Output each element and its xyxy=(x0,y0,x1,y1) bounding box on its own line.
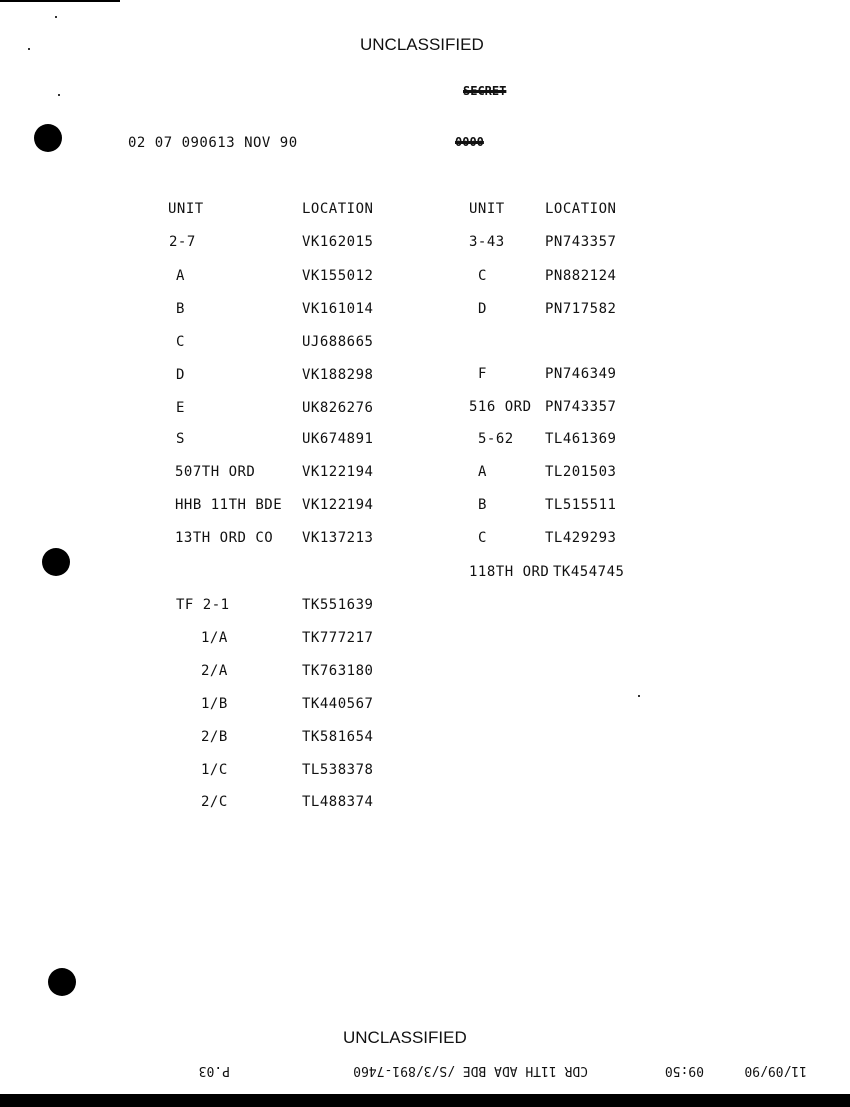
left-row-location: UJ688665 xyxy=(302,334,374,350)
left-row-location: VK155012 xyxy=(302,268,374,284)
secret-marking-struck: SECRET xyxy=(463,84,507,98)
left-row-unit: B xyxy=(176,301,185,317)
fax-sender: CDR 11TH ADA BDE /S/3/891-7460 xyxy=(353,1063,588,1078)
punch-hole xyxy=(42,548,70,576)
right-row-location: PN743357 xyxy=(545,399,617,415)
left-col-unit-header: UNIT xyxy=(168,201,204,217)
secret-marking-struck-2: 0000 xyxy=(455,135,484,149)
left-row-unit: 2/A xyxy=(201,663,228,679)
scan-speck xyxy=(58,94,60,96)
right-row-unit: 5-62 xyxy=(478,431,514,447)
left-row-location: VK137213 xyxy=(302,530,374,546)
right-row-location: PN743357 xyxy=(545,234,617,250)
bottom-scan-bar xyxy=(0,1094,850,1107)
left-row-unit: D xyxy=(176,367,185,383)
classification-bottom: UNCLASSIFIED xyxy=(343,1028,467,1047)
date-time-group: 02 07 090613 NOV 90 xyxy=(128,135,298,151)
right-row-location: TL429293 xyxy=(545,530,617,546)
left-row-unit: TF 2-1 xyxy=(176,597,230,613)
left-row-unit: 2/B xyxy=(201,729,228,745)
left-row-location: VK161014 xyxy=(302,301,374,317)
right-row-location: PN717582 xyxy=(545,301,617,317)
left-row-location: TK440567 xyxy=(302,696,374,712)
left-row-location: VK122194 xyxy=(302,497,374,513)
top-scan-mark xyxy=(0,0,120,2)
right-col-unit-header: UNIT xyxy=(469,201,505,217)
left-row-unit: 1/A xyxy=(201,630,228,646)
scan-speck xyxy=(55,16,57,18)
right-row-unit: 516 ORD xyxy=(469,399,532,415)
left-row-unit: S xyxy=(176,431,185,447)
left-row-location: TK581654 xyxy=(302,729,374,745)
left-col-location-header: LOCATION xyxy=(302,201,374,217)
left-row-location: TL538378 xyxy=(302,762,374,778)
left-row-location: UK826276 xyxy=(302,400,374,416)
classification-top: UNCLASSIFIED xyxy=(360,35,484,54)
fax-transmission-line xyxy=(0,1058,850,1082)
left-row-unit: 13TH ORD CO xyxy=(175,530,274,546)
left-row-location: TK777217 xyxy=(302,630,374,646)
right-row-unit: F xyxy=(478,366,487,382)
left-row-location: TL488374 xyxy=(302,794,374,810)
right-row-location: PN882124 xyxy=(545,268,617,284)
left-row-unit: 1/B xyxy=(201,696,228,712)
right-row-unit: D xyxy=(478,301,487,317)
left-row-unit: 2/C xyxy=(201,794,228,810)
right-row-unit: B xyxy=(478,497,487,513)
left-row-location: TK551639 xyxy=(302,597,374,613)
left-row-location: VK162015 xyxy=(302,234,374,250)
right-row-location: PN746349 xyxy=(545,366,617,382)
left-row-location: UK674891 xyxy=(302,431,374,447)
fax-date: 11/09/90 xyxy=(744,1063,807,1078)
right-row-location: TL515511 xyxy=(545,497,617,513)
scan-speck xyxy=(638,695,640,697)
punch-hole xyxy=(48,968,76,996)
scan-speck xyxy=(28,48,30,50)
right-row-location: TL461369 xyxy=(545,431,617,447)
right-row-unit: C xyxy=(478,268,487,284)
left-row-unit: 2-7 xyxy=(169,234,196,250)
left-row-unit: A xyxy=(176,268,185,284)
left-row-unit: 507TH ORD xyxy=(175,464,256,480)
left-row-location: VK122194 xyxy=(302,464,374,480)
right-row-unit: 118TH ORD xyxy=(469,564,550,580)
right-row-unit: 3-43 xyxy=(469,234,505,250)
fax-time: 09:50 xyxy=(664,1063,704,1078)
right-row-unit: A xyxy=(478,464,487,480)
right-row-location: TL201503 xyxy=(545,464,617,480)
left-row-unit: C xyxy=(176,334,185,350)
left-row-unit: 1/C xyxy=(201,762,228,778)
punch-hole xyxy=(34,124,62,152)
right-row-unit: C xyxy=(478,530,487,546)
left-row-unit: HHB 11TH BDE xyxy=(175,497,283,513)
right-col-location-header: LOCATION xyxy=(545,201,617,217)
right-row-location: TK454745 xyxy=(553,564,625,580)
left-row-location: VK188298 xyxy=(302,367,374,383)
fax-page-number: P.03 xyxy=(198,1063,230,1078)
left-row-unit: E xyxy=(176,400,185,416)
left-row-location: TK763180 xyxy=(302,663,374,679)
